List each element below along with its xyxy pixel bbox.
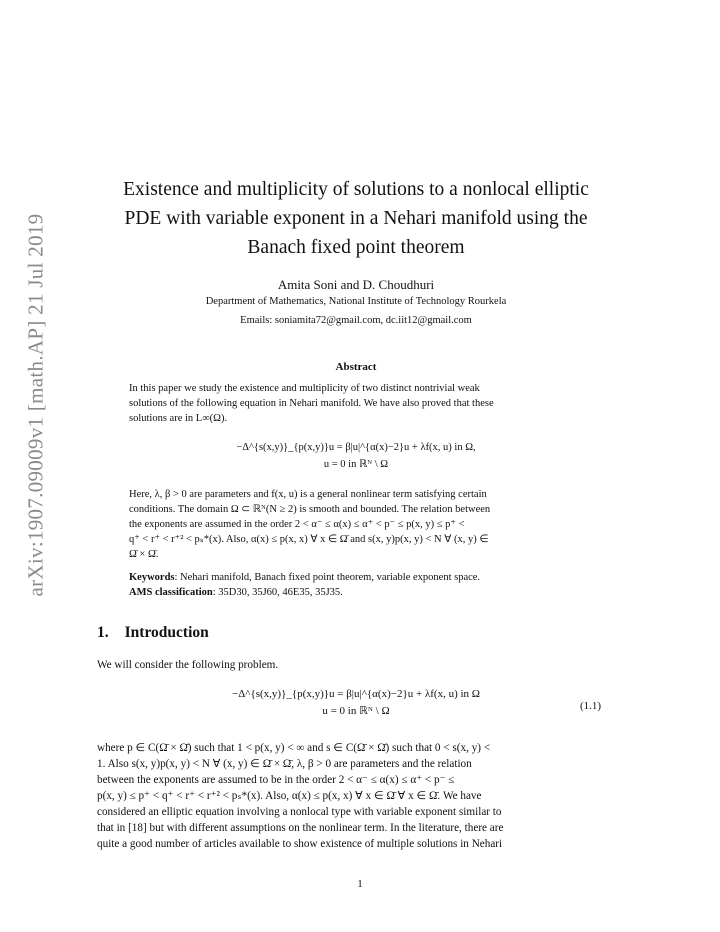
text-line: quite a good number of articles available to show existence of multiple solutions in Nehari bbox=[97, 838, 503, 850]
arxiv-id-text: arXiv:1907.09009v1 [math.AP] 21 Jul 2019 bbox=[23, 213, 48, 597]
text-line: q⁺ < r⁺ < r⁺² < pₛ*(x). Also, α(x) ≤ p(x, x) ∀ x ∈ Ω̄ and s(x, y)p(x, y) < N ∀ (x, y) ∈ bbox=[129, 534, 489, 545]
text-line: 1. Also s(x, y)p(x, y) < N ∀ (x, y) ∈ Ω̄ × Ω̄, λ, β > 0 are parameters and the relation bbox=[97, 758, 472, 770]
text-line: Ω̄ × Ω̄. bbox=[129, 549, 159, 560]
intro-paragraph bbox=[97, 740, 615, 852]
equation-line: u = 0 in ℝᴺ \ Ω bbox=[322, 705, 390, 717]
section-number: 1. bbox=[97, 624, 109, 641]
ams-line bbox=[129, 585, 583, 600]
text-line: that in [18] but with different assumptions on the nonlinear term. In the literature, there are bbox=[97, 822, 504, 834]
author-emails: Emails: soniamita72@gmail.com, dc.iit12@gmail.com bbox=[240, 315, 472, 326]
title-line: PDE with variable exponent in a Nehari manifold using the bbox=[124, 208, 588, 229]
ams-label: AMS classification bbox=[129, 587, 213, 598]
ams-text: : 35D30, 35J60, 46E35, 35J35. bbox=[212, 587, 343, 598]
abstract-paragraph-1 bbox=[129, 381, 583, 426]
abstract-equation bbox=[129, 439, 583, 473]
text-line: solutions are in L∞(Ω). bbox=[129, 413, 228, 424]
equation-line: u = 0 in ℝᴺ \ Ω bbox=[323, 459, 389, 470]
text-line: In this paper we study the existence and multiplicity of two distinct nontrivial weak bbox=[129, 383, 480, 394]
page-number: 1 bbox=[357, 878, 363, 890]
text-line: p(x, y) ≤ p⁺ < q⁺ < r⁺ < r⁺² < pₛ*(x). Also, α(x) ≤ p(x, x) ∀ x ∈ Ω̄ ∀ x ∈ Ω̄. We have bbox=[97, 790, 482, 802]
paper-title bbox=[100, 175, 612, 262]
arxiv-sidebar-stamp bbox=[18, 160, 54, 650]
text-line: Here, λ, β > 0 are parameters and f(x, u) is a general nonlinear term satisfying certain bbox=[129, 489, 487, 500]
keywords-label: Keywords bbox=[129, 572, 175, 583]
text-line: conditions. The domain Ω ⊂ ℝᴺ(N ≥ 2) is smooth and bounded. The relation between bbox=[129, 504, 491, 515]
abstract-heading: Abstract bbox=[335, 361, 377, 373]
equation-number: (1.1) bbox=[580, 700, 602, 712]
main-equation bbox=[97, 686, 615, 720]
text-line: where p ∈ C(Ω̄ × Ω̄) such that 1 < p(x, y) < ∞ and s ∈ C(Ω̄ × Ω̄) such that 0 < s(x, y) < bbox=[97, 742, 491, 754]
title-line: Banach fixed point theorem bbox=[247, 237, 465, 258]
keywords-block bbox=[129, 570, 583, 600]
keywords-text: : Nehari manifold, Banach fixed point theorem, variable exponent space. bbox=[174, 572, 481, 583]
section-heading bbox=[97, 624, 209, 642]
section-title: Introduction bbox=[124, 624, 209, 641]
affiliation: Department of Mathematics, National Institute of Technology Rourkela bbox=[205, 296, 507, 307]
text-line: solutions of the following equation in Nehari manifold. We have also proved that these bbox=[129, 398, 494, 409]
equation-line: −Δ^{s(x,y)}_{p(x,y)}u = β|u|^{α(x)−2}u + λf(x, u) in Ω bbox=[232, 688, 480, 700]
text-line: considered an elliptic equation involving a nonlocal type with variable exponent similar to bbox=[97, 806, 502, 818]
keywords-line bbox=[129, 570, 583, 585]
text-line: between the exponents are assumed to be in the order 2 < α⁻ ≤ α(x) ≤ α⁺ < p⁻ ≤ bbox=[97, 774, 455, 786]
equation-line: −Δ^{s(x,y)}_{p(x,y)}u = β|u|^{α(x)−2}u + λf(x, u) in Ω, bbox=[236, 442, 476, 453]
text-line: the exponents are assumed in the order 2 < α⁻ ≤ α(x) ≤ α⁺ < p⁻ ≤ p(x, y) ≤ p⁺ < bbox=[129, 519, 465, 530]
authors: Amita Soni and D. Choudhuri bbox=[277, 277, 435, 292]
abstract-paragraph-2 bbox=[129, 487, 583, 562]
title-line: Existence and multiplicity of solutions to a nonlocal elliptic bbox=[123, 179, 589, 200]
intro-lead: We will consider the following problem. bbox=[97, 659, 279, 671]
